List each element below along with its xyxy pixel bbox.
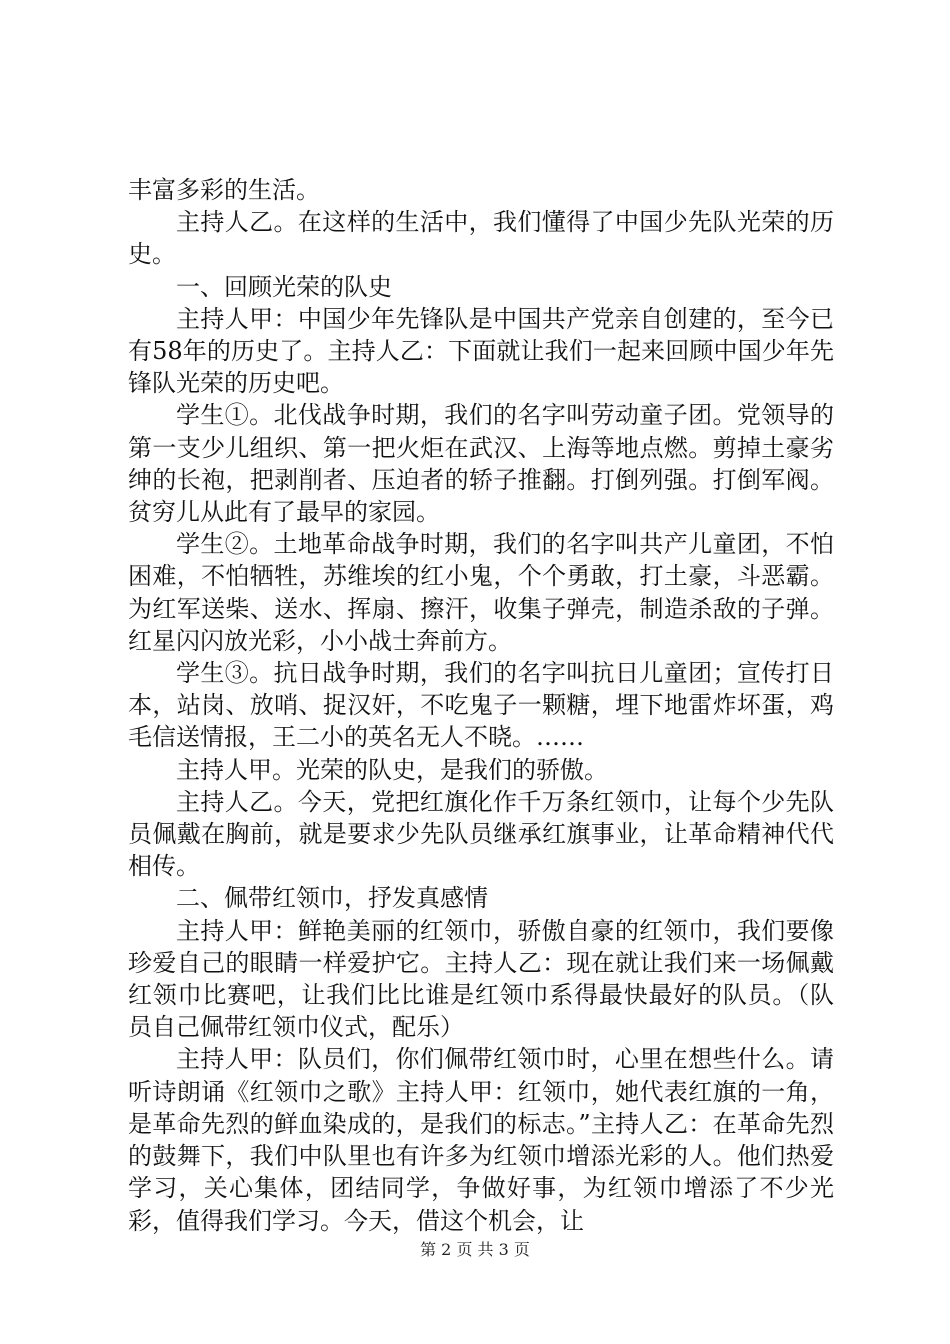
document-body [128, 174, 834, 1237]
paragraph: 主持人乙。今天，党把红旗化作千万条红领巾，让每个少先队员佩戴在胸前，就是要求少先队员继承红旗事业，让革命精神代代相传。 [128, 787, 834, 881]
paragraph: 主持人甲：队员们，你们佩带红领巾时，心里在想些什么。请听诗朗诵《红领巾之歌》主持人甲：红领巾，她代表红旗的一角，是革命先烈的鲜血染成的，是我们的标志。”主持人乙：在革命先烈的鼓舞下，我们中队里也有许多为红领巾增添光彩的人。他们热爱学习，关心集体，团结同学，争做好事，为红领巾增添了不少光彩，值得我们学习。今天，借这个机会，让 [128, 1045, 834, 1235]
page-footer: 第 2 页 共 3 页 [420, 1240, 530, 1259]
section-heading-1: 一、回顾光荣的队史 [176, 272, 392, 301]
paragraph: 主持人乙。在这样的生活中，我们懂得了中国少先队光荣的历史。 [128, 208, 834, 269]
paragraph: 主持人甲：鲜艳美丽的红领巾，骄傲自豪的红领巾，我们要像珍爱自己的眼睛一样爱护它。主持人乙：现在就让我们来一场佩戴红领巾比赛吧，让我们比比谁是红领巾系得最快最好的队员。（队员自己佩带红领巾仪式，配乐） [128, 916, 834, 1042]
paragraph: 学生②。土地革命战争时期，我们的名字叫共产儿童团，不怕困难，不怕牺牲，苏维埃的红小鬼，个个勇敢，打土豪，斗恶霸。为红军送柴、送水、挥扇、擦汗，收集子弹壳，制造杀敌的子弹。红星闪闪放光彩，小小战士奔前方。 [128, 530, 834, 655]
section-heading-2: 二、佩带红领巾，抒发真感情 [176, 884, 488, 913]
paragraph: 学生①。北伐战争时期，我们的名字叫劳动童子团。党领导的第一支少儿组织、第一把火炬在武汉、上海等地点燃。剪掉土豪劣绅的长袍，把剥削者、压迫者的轿子推翻。打倒列强。打倒军阀。贫穷儿从此有了最早的家园。 [128, 401, 834, 527]
paragraph-continuation: 丰富多彩的生活。 [128, 176, 320, 204]
paragraph: 主持人甲：中国少年先锋队是中国共产党亲自创建的，至今已有58年的历史了。主持人乙：下面就让我们一起来回顾中国少年先锋队光荣的历史吧。 [128, 304, 834, 398]
paragraph: 主持人甲。光荣的队史，是我们的骄傲。 [176, 755, 608, 784]
paragraph: 学生③。抗日战争时期，我们的名字叫抗日儿童团；宣传打日本，站岗、放哨、捉汉奸，不吃鬼子一颗糖，埋下地雷炸坏蛋，鸡毛信送情报，王二小的英名无人不晓。…… [128, 659, 834, 752]
